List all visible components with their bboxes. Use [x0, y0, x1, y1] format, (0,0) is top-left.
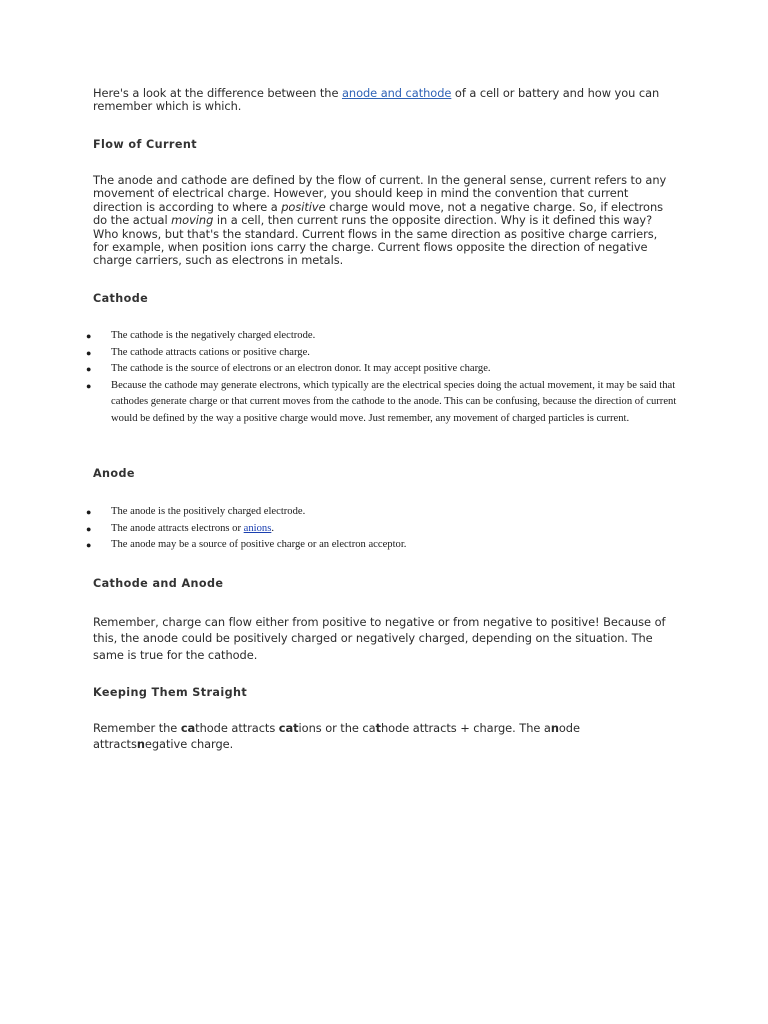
cathode-and-anode-heading: Cathode and Anode — [93, 577, 224, 590]
mnemonic-bold: n — [136, 737, 145, 752]
cathode-and-anode-paragraph: Remember, charge can flow either from positive to negative or from negative to positive! Because of this, the anode could be positively charged or negatively charged, depending on the situation. The same is true for the cathode. — [93, 615, 666, 662]
mnemonic-text: ode attracts — [93, 721, 580, 752]
keeping-them-straight-paragraph — [93, 720, 613, 753]
anode-heading: Anode — [93, 467, 135, 480]
intro-text-start: Here's a look at the difference between the — [93, 86, 342, 100]
list-item — [86, 328, 682, 345]
anode-item-text: The anode may be a source of positive charge or an electron acceptor. — [111, 539, 407, 551]
cathode-item-text: The cathode is the negatively charged electrode. — [111, 330, 316, 341]
flow-of-current-paragraph — [93, 174, 667, 268]
list-item — [86, 521, 682, 538]
bullet-icon: ● — [86, 364, 92, 375]
flow-text-1: The anode and cathode are defined by the flow of current. In the general sense, current refers to any movement of electrical charge. However, you should keep in mind the convention that current direction is according to where a — [93, 173, 667, 214]
anions-link[interactable]: anions — [243, 522, 272, 534]
cathode-list — [86, 328, 682, 428]
cathode-item-text: The cathode attracts cations or positive charge. — [111, 346, 310, 358]
bullet-icon: ● — [86, 331, 92, 341]
moving-emphasis: moving — [171, 213, 214, 228]
bullet-icon: ● — [86, 347, 92, 358]
anode-item-period: . — [271, 522, 274, 534]
bullet-icon: ● — [86, 507, 92, 517]
mnemonic-bold: t — [375, 721, 381, 735]
cathode-item-text: The cathode is the source of electrons or an electron donor. It may accept positive charge. — [111, 363, 491, 375]
list-item — [86, 378, 682, 428]
flow-text-3: in a cell, then current runs the opposite direction. Why is it defined this way? Who knows, but that's the standard. Current flows in the same direction as positive charge carriers, for example, when position ions carry the charge. Current flows opposite the direction of negative charge carriers, such as electrons in metals. — [93, 213, 658, 268]
bullet-icon: ● — [86, 523, 92, 534]
flow-of-current-heading: Flow of Current — [93, 138, 197, 151]
mnemonic-text: Remember the — [93, 721, 181, 735]
mnemonic-text: thode attracts — [195, 721, 279, 735]
anode-and-cathode-link[interactable]: anode and cathode — [341, 86, 452, 100]
bullet-icon: ● — [86, 380, 92, 391]
mnemonic-bold: cat — [278, 721, 299, 735]
cathode-item-text: Because the cathode may generate electrons, which typically are the electrical species doing the actual movement, it may be said that cathodes generate charge or that current moves from the cathode to the anode. This can be confusing, because the direction of current would be defined by the way a positive charge would move. Just remember, any movement of charged particles is current. — [111, 379, 677, 424]
anode-list — [86, 504, 682, 554]
list-item — [86, 345, 682, 362]
intro-paragraph — [93, 87, 673, 114]
list-item — [86, 361, 682, 378]
anode-item-text: The anode is the positively charged electrode. — [111, 506, 306, 517]
mnemonic-bold: n — [550, 721, 559, 735]
list-item — [86, 504, 682, 521]
keeping-them-straight-heading: Keeping Them Straight — [93, 686, 248, 699]
list-item — [86, 537, 682, 554]
mnemonic-bold: ca — [180, 721, 196, 735]
anode-item-text: The anode attracts electrons or — [111, 522, 244, 534]
bullet-icon: ● — [86, 540, 92, 551]
intro-text-end: of a cell or battery and how you can remember which is which. — [93, 86, 660, 114]
mnemonic-text: hode attracts + charge. The a — [380, 721, 551, 735]
mnemonic-text: egative charge. — [144, 737, 234, 752]
cathode-heading: Cathode — [93, 292, 149, 305]
flow-text-2: charge would move, not a negative charge. So, if electrons do the actual — [93, 199, 664, 228]
mnemonic-text: ions or the ca — [298, 721, 376, 735]
positive-emphasis: positive — [281, 199, 326, 214]
